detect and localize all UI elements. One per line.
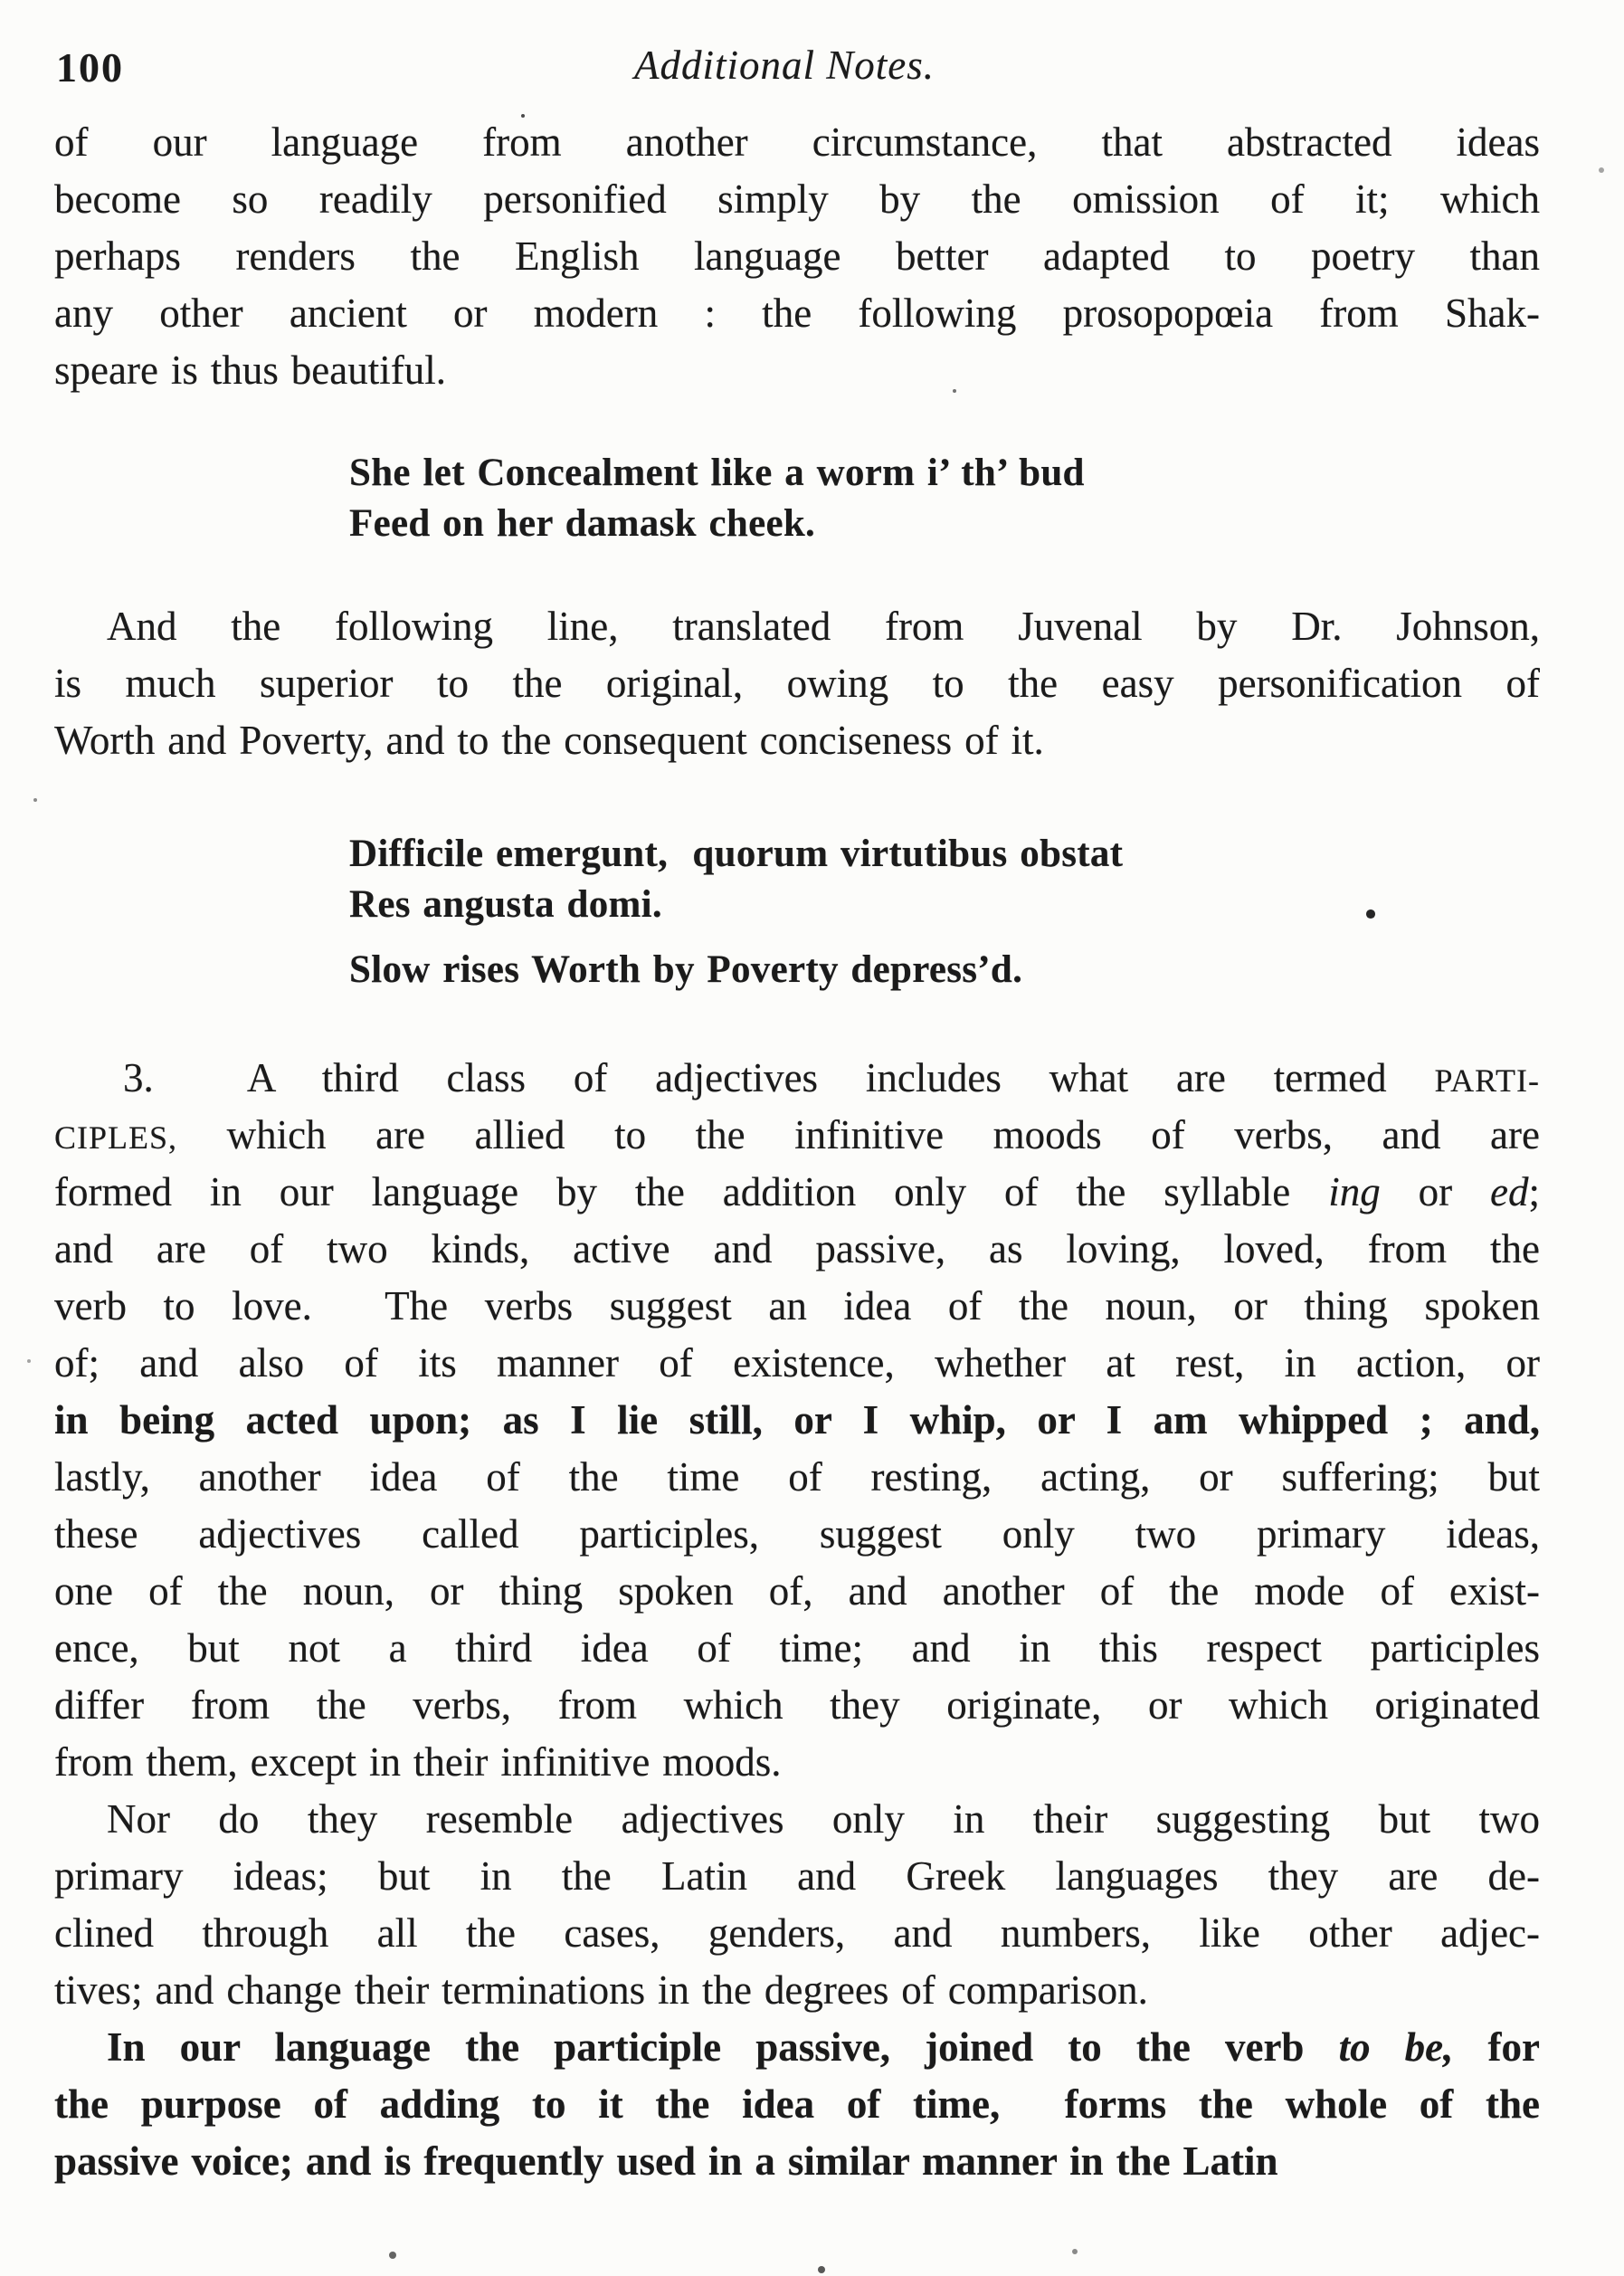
text-line: passive voice; and is frequently used in a similar manner in the Latin: [54, 2138, 1278, 2184]
text-line: Difficile emergunt, quorum virtutibus obstat: [349, 833, 1124, 875]
verse-quote-block: [349, 945, 1540, 995]
text-line: primary ideas; but in the Latin and Greek languages they are de-: [54, 1853, 1540, 1899]
text-line: Res angusta domi.: [349, 883, 662, 926]
paragraph-block: [54, 2019, 1540, 2190]
text-line: of our language from another circumstance, that abstracted ideas: [54, 119, 1540, 165]
text-line: and are of two kinds, active and passive, as loving, loved, from the: [54, 1226, 1540, 1271]
text-line: Worth and Poverty, and to the consequent conciseness of it.: [54, 718, 1044, 763]
text-line: In our language the participle passive, joined to the verb to be, for: [107, 2024, 1540, 2070]
text-line: She let Concealment like a worm i’ th’ bud: [349, 452, 1085, 494]
text-line: verb to love. The verbs suggest an idea of the noun, or thing spoken: [54, 1283, 1540, 1328]
paragraph-block: [54, 1050, 1540, 1791]
text-line: ence, but not a third idea of time; and in this respect participles: [54, 1625, 1540, 1671]
verse-quote-block: [349, 829, 1540, 930]
text-line: any other ancient or modern : the following prosopopœia from Shak-: [54, 290, 1540, 336]
text-line: perhaps renders the English language better adapted to poetry than: [54, 233, 1540, 279]
text-line: the purpose of adding to it the idea of time, forms the whole of the: [54, 2081, 1540, 2127]
text-line: differ from the verbs, from which they originate, or which originated: [54, 1682, 1540, 1728]
text-line: 3. A third class of adjectives includes what are termed PARTI-: [123, 1055, 1540, 1100]
text-line: one of the noun, or thing spoken of, and another of the mode of exist-: [54, 1568, 1540, 1614]
text-line: these adjectives called participles, suggest only two primary ideas,: [54, 1511, 1540, 1557]
text-line: from them, except in their infinitive moods.: [54, 1739, 782, 1785]
text-line: lastly, another idea of the time of resting, acting, or suffering; but: [54, 1454, 1540, 1500]
text-line: Slow rises Worth by Poverty depress’d.: [349, 948, 1023, 991]
text-line: of; and also of its manner of existence, whether at rest, in action, or: [54, 1340, 1540, 1386]
text-line: Nor do they resemble adjectives only in their suggesting but two: [107, 1796, 1540, 1842]
text-line: formed in our language by the addition only of the syllable ing or ed;: [54, 1169, 1540, 1214]
text-line: become so readily personified simply by the omission of it; which: [54, 176, 1540, 222]
text-line: Feed on her damask cheek.: [349, 502, 816, 545]
paragraph-block: [54, 114, 1540, 399]
scan-noise: [0, 0, 4, 4]
text-line: And the following line, translated from Juvenal by Dr. Johnson,: [107, 604, 1540, 649]
page-body: [54, 114, 1540, 2190]
text-line: CIPLES, which are allied to the infinitive moods of verbs, and are: [54, 1112, 1540, 1157]
paragraph-block: [54, 1791, 1540, 2019]
text-line: in being acted upon; as I lie still, or I whip, or I am whipped ; and,: [54, 1397, 1540, 1443]
running-title: Additional Notes.: [633, 43, 935, 88]
text-line: speare is thus beautiful.: [54, 348, 446, 393]
paragraph-block: [54, 598, 1540, 769]
text-line: tives; and change their terminations in the degrees of comparison.: [54, 1967, 1148, 2013]
page-number: 100: [56, 44, 124, 90]
text-line: clined through all the cases, genders, and numbers, like other adjec-: [54, 1910, 1540, 1956]
text-line: is much superior to the original, owing to the easy personification of: [54, 661, 1540, 706]
verse-quote-block: [349, 448, 1540, 549]
